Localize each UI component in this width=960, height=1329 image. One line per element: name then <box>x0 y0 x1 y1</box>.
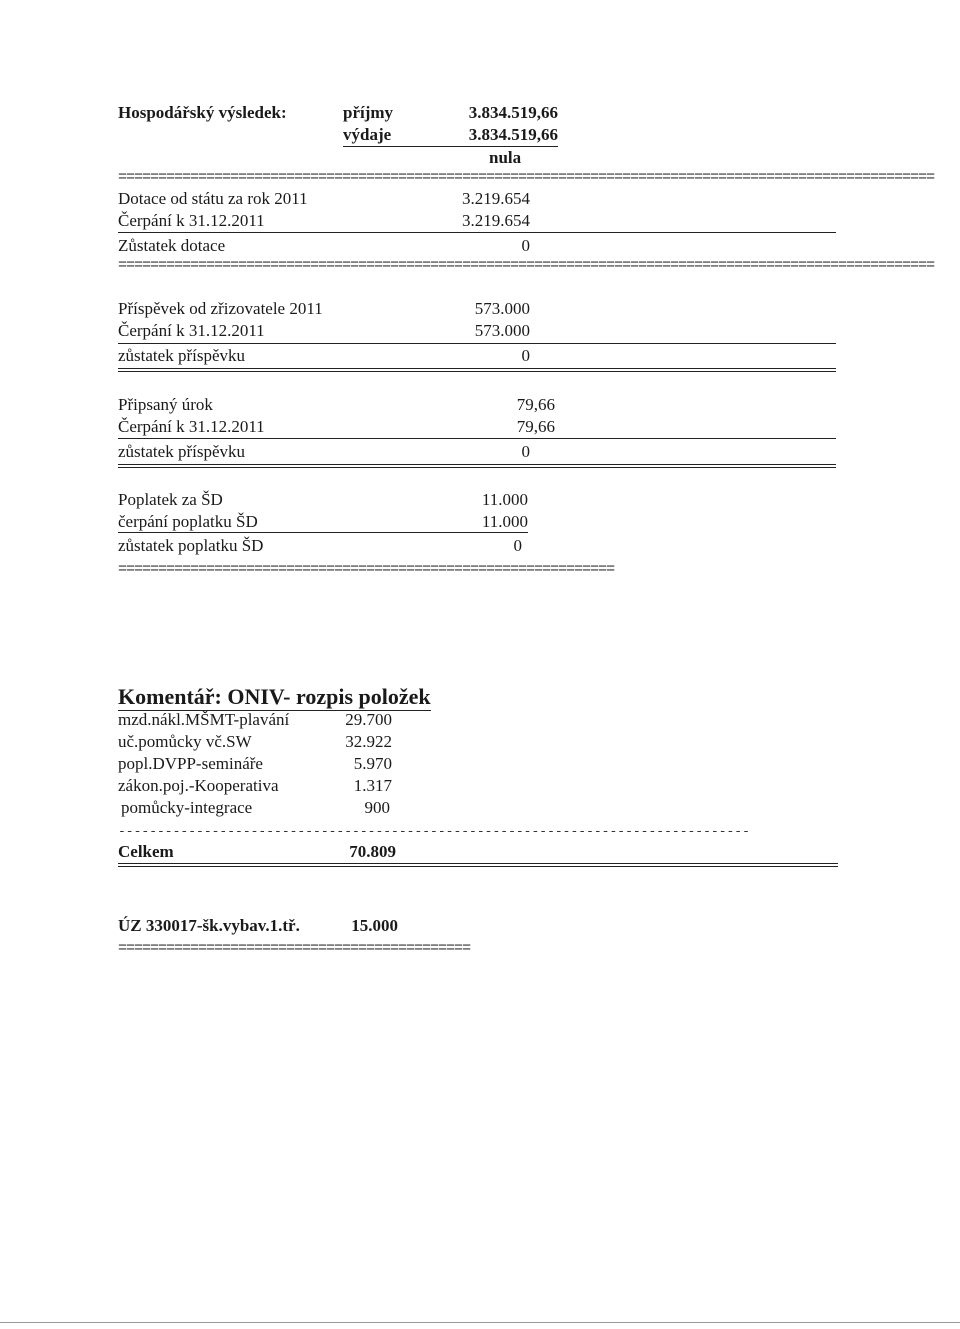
poplatek-value: 11.000 <box>481 490 528 509</box>
dotace-line <box>118 232 836 233</box>
komentar-title <box>118 686 431 708</box>
hv-underline <box>343 146 558 147</box>
komentar-item-label: zákon.poj.-Kooperativa <box>118 776 279 795</box>
prispevek-zustatek-value: 0 <box>521 346 530 365</box>
prispevek-label: Příspěvek od zřizovatele 2011 <box>118 299 323 318</box>
dotace-cerpani-label: Čerpání k 31.12.2011 <box>118 211 265 230</box>
urok-zustatek-value: 0 <box>521 442 530 461</box>
urok-cerpani-value: 79,66 <box>516 417 555 436</box>
komentar-total-label: Celkem <box>118 842 174 861</box>
komentar-item-value: 29.700 <box>345 710 392 729</box>
prispevek-cerpani-label: Čerpání k 31.12.2011 <box>118 321 265 340</box>
komentar-item-label: pomůcky-integrace <box>121 798 253 817</box>
uz-label: ÚZ 330017-šk.vybav.1.tř. <box>118 916 300 935</box>
separator-dashes: --------------------------------------------------------------------------------- <box>118 824 750 839</box>
poplatek-cerpani-value: 11.000 <box>481 512 528 531</box>
komentar-item-label: popl.DVPP-semináře <box>118 754 263 773</box>
komentar-item-value: 1.317 <box>353 776 392 795</box>
urok-line <box>118 438 836 439</box>
dotace-cerpani-value: 3.219.654 <box>462 211 530 230</box>
poplatek-cerpani-label: čerpání poplatku ŠD <box>118 512 258 531</box>
prispevek-cerpani-value: 573.000 <box>474 321 530 340</box>
hv-vydaje-value: 3.834.519,66 <box>468 125 558 144</box>
hv-label: Hospodářský výsledek: <box>118 103 287 122</box>
poplatek-zustatek-value: 0 <box>513 536 522 555</box>
komentar-item-value: 900 <box>364 798 390 817</box>
dotace-label: Dotace od státu za rok 2011 <box>118 189 308 208</box>
hv-prijmy-value: 3.834.519,66 <box>468 103 558 122</box>
uz-value: 15.000 <box>351 916 398 935</box>
komentar-item-value: 32.922 <box>345 732 392 751</box>
urok-cerpani-label: Čerpání k 31.12.2011 <box>118 417 265 436</box>
poplatek-zustatek-label: zůstatek poplatku ŠD <box>118 536 264 555</box>
prispevek-zustatek-label: zůstatek příspěvku <box>118 346 245 365</box>
komentar-item-value: 5.970 <box>353 754 392 773</box>
poplatek-line <box>118 532 528 533</box>
separator-equals: ============================================ <box>118 940 471 957</box>
hv-result: nula <box>489 148 522 167</box>
komentar-item-label: uč.pomůcky vč.SW <box>118 732 252 751</box>
dotace-value: 3.219.654 <box>462 189 530 208</box>
dotace-zustatek-value: 0 <box>521 236 530 255</box>
poplatek-label: Poplatek za ŠD <box>118 490 223 509</box>
urok-zustatek-label: zůstatek příspěvku <box>118 442 245 461</box>
dotace-zustatek-label: Zůstatek dotace <box>118 236 226 255</box>
komentar-item-label: mzd.nákl.MŠMT-plavání <box>118 710 290 729</box>
separator-equals: ====================================================================================================== <box>118 169 935 186</box>
hv-prijmy-label: příjmy <box>343 103 394 122</box>
urok-double-line <box>118 464 836 468</box>
scan-edge-line <box>0 1322 960 1323</box>
separator-equals: ============================================================== <box>118 561 615 578</box>
prispevek-double-line <box>118 368 836 372</box>
prispevek-value: 573.000 <box>474 299 530 318</box>
komentar-total-value: 70.809 <box>349 842 396 861</box>
urok-label: Připsaný úrok <box>118 395 213 414</box>
prispevek-line <box>118 343 836 344</box>
hv-vydaje-label: výdaje <box>343 125 392 144</box>
urok-value: 79,66 <box>516 395 555 414</box>
komentar-double-line <box>118 863 838 867</box>
separator-equals: ====================================================================================================== <box>118 257 935 274</box>
komentar-title-text: Komentář: ONIV- rozpis položek <box>118 684 431 709</box>
